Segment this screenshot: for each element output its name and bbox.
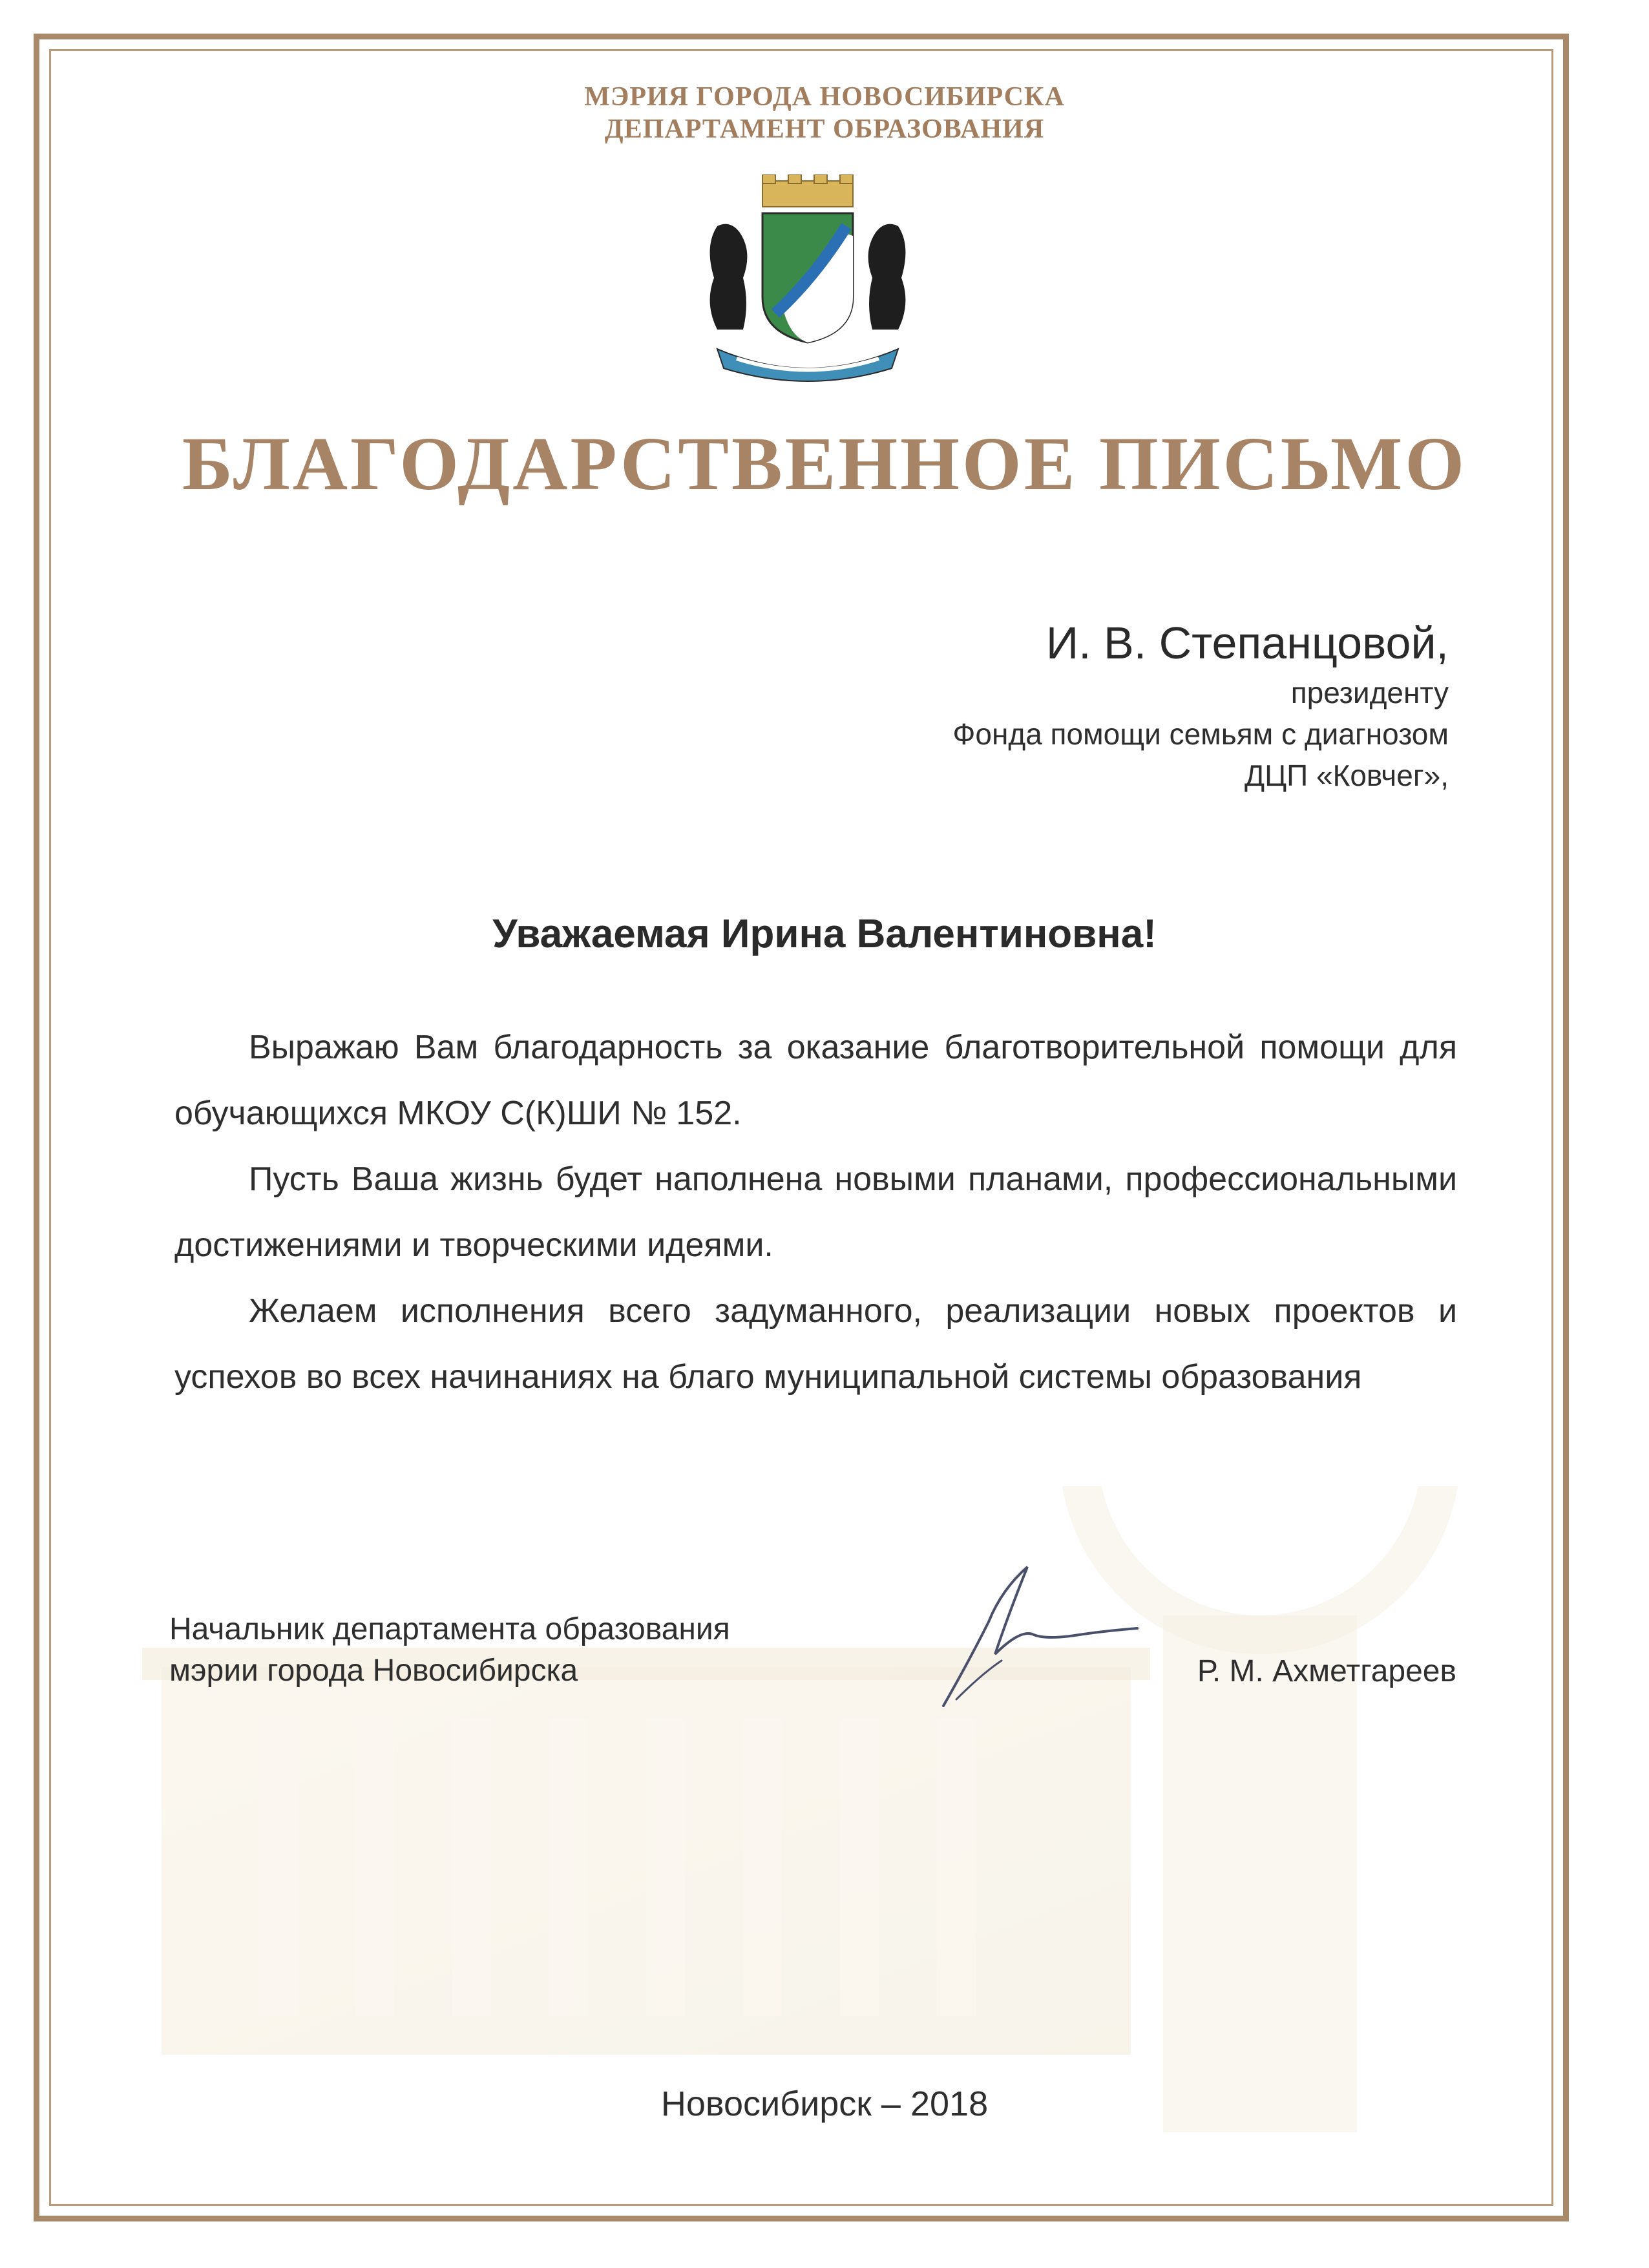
signatory-position-line-2: мэрии города Новосибирска [169,1654,578,1688]
body-paragraph-3: Желаем исполнения всего задуманного, реализации новых проектов и успехов во всех начинаниях на благо муниципальной системы образования [174,1292,1457,1396]
place-and-year: Новосибирск – 2018 [660,2084,989,2123]
handwritten-signature [930,1564,1144,1719]
signatory-position [169,1609,730,1692]
header-line-2: ДЕПАРТАМЕНТ ОБРАЗОВАНИЯ [604,114,1045,144]
addressee-name: И. В. Степанцовой, [1045,618,1449,668]
document-title: БЛАГОДАРСТВЕННОЕ ПИСЬМО [182,421,1467,506]
signatory-position-line-1: Начальник департамента образования [169,1612,730,1646]
addressee-organization: Фонда помощи семьям с диагнозом [952,717,1449,751]
header-line-1: МЭРИЯ ГОРОДА НОВОСИБИРСКА [584,82,1065,112]
body-paragraph-1: Выражаю Вам благодарность за оказание благотворительной помощи для обучающихся МКОУ С(К)ШИ № 152. [174,1029,1457,1132]
coat-of-arms-emblem [678,174,937,388]
addressee-block [952,614,1449,796]
organization-header [0,81,1649,145]
letter-body [174,1014,1457,1410]
salutation: Уважаемая Ирина Валентиновна! [492,912,1157,956]
addressee-position: президенту [1290,676,1449,709]
body-paragraph-2: Пусть Ваша жизнь будет наполнена новыми планами, профессиональными достижениями и творческими идеями. [174,1160,1457,1264]
addressee-organization-name: ДЦП «Ковчег», [1244,759,1449,792]
signatory-name: Р. М. Ахметгареев [1197,1654,1456,1688]
